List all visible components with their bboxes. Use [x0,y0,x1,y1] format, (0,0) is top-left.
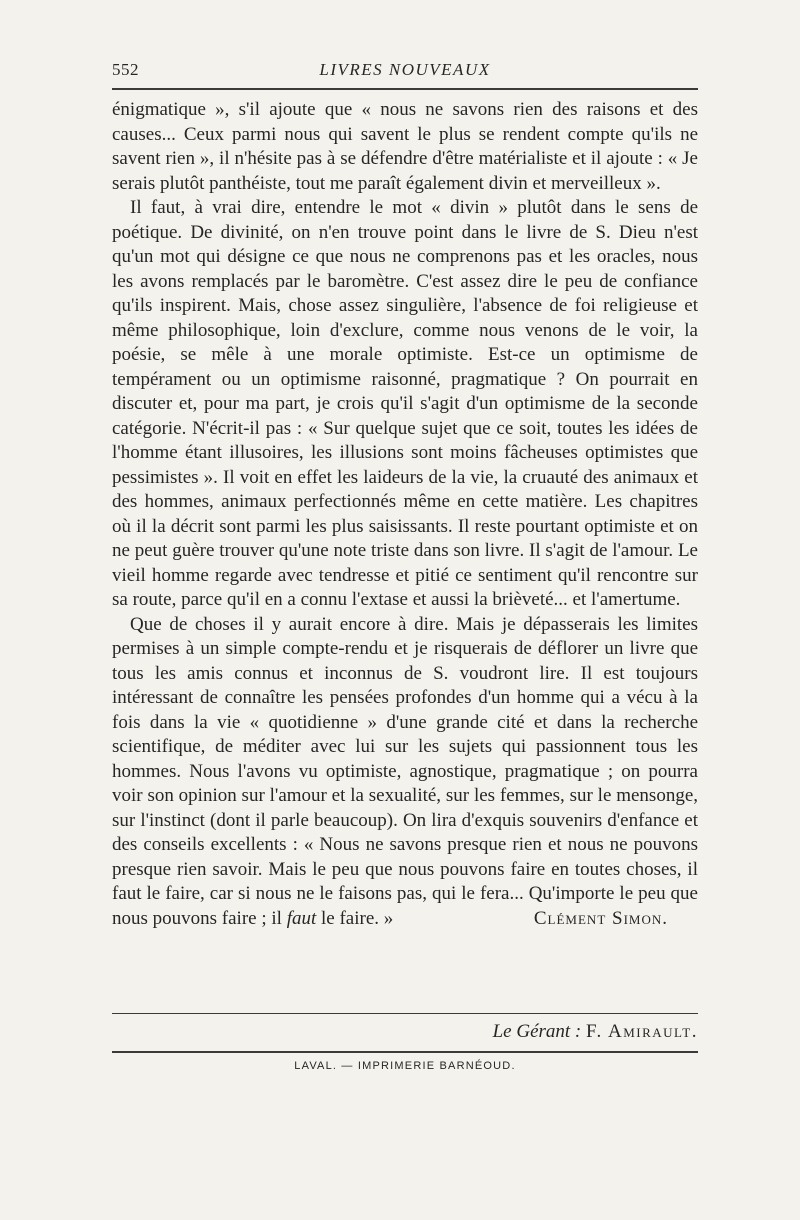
paragraph-3-text: Que de choses il y aurait encore à dire. Mais je dépasserais les limites permises à un simple compte-rendu et je risquerais de déflorer un livre que tous les amis connus et inconnus de S. voudront lire. Il est toujours intéressant de connaître les pensées profondes d'un homme qui a vécu à la fois dans la vie « quotidienne » d'une grande cité et dans la recherche scientifique, de méditer avec lui sur les sujets qui passionnent tous les hommes. Nous l'avons vu optimiste, agnostique, pragmatique ; on pourra voir son opinion sur l'amour et la sexualité, sur les femmes, sur le mensonge, sur l'instinct (dont il parle beaucoup). On lira d'exquis souvenirs d'enfance et des conseils excellents : « Nous ne savons presque rien et nous ne pouvons presque rien savoir. Mais le peu que nous pouvons faire en toutes choses, il faut le faire, car si nous ne le faisons pas, qui le fera... Qu'importe le peu que nous pouvons faire ; il [112,613,698,929]
author-signature: Clément Simon. [533,907,668,929]
footer-separator-rule [112,1013,698,1014]
running-title: LIVRES NOUVEAUX [319,60,491,79]
paragraph-3 [112,613,698,932]
article-body [112,98,698,931]
gerant-name: F. Amirault. [586,1021,698,1042]
gerant-line [112,1021,698,1043]
page-number: 552 [112,60,139,79]
gerant-label: Le Gérant : [492,1021,582,1042]
page-header [112,60,698,86]
footer-bottom-rule [112,1051,698,1053]
paragraph-1: énigmatique », s'il ajoute que « nous ne savons rien des raisons et des causes... Ceux parmi nous qui savent le plus se rendent compte qu'ils ne savent rien », il n'hésite pas à se défendre d'être matérialiste et il ajoute : « Je serais plutôt panthéiste, tout me paraît également divin et merveilleux ». [112,99,698,194]
paragraph-3-tail: le faire. » [316,907,394,929]
printer-imprint: LAVAL. — IMPRIMERIE BARNÉOUD. [294,1060,516,1072]
header-rule [112,88,698,90]
emphasis-faut: faut [286,907,317,929]
paragraph-2: Il faut, à vrai dire, entendre le mot « divin » plutôt dans le sens de poétique. De divinité, on n'en trouve point dans le livre de S. Dieu n'est qu'un mot qui désigne ce que nous ne comprenons pas et les oracles, nous les avons remplacés par le baromètre. C'est assez dire le peu de confiance qu'ils inspirent. Mais, chose assez singulière, l'absence de foi religieuse et même philosophique, loin d'exclure, comme nous venons de le voir, la poésie, se mêle à une morale optimiste. Est-ce un optimisme de tempérament ou un optimisme raisonné, pragmatique ? On pourrait en discuter et, pour ma part, je crois qu'il s'agit d'un optimisme de la seconde catégorie. N'écrit-il pas : « Sur quelque sujet que ce soit, toutes les idées de l'homme étant illusoires, les illusions sont moins fâcheuses optimistes que pessimistes ». Il voit en effet les laideurs de la vie, la cruauté des animaux et des hommes, animaux perfectionnés même en cette matière. Les chapitres où il la décrit sont parmi les plus saisissants. Il reste pourtant optimiste et on ne peut guère trouver qu'une note triste dans son livre. Il s'agit de l'amour. Le vieil homme regarde avec tendresse et pitié ce sentiment qu'il rencontre sur sa route, parce qu'il en a connu l'extase et aussi la brièveté... et l'amertume. [112,197,698,610]
